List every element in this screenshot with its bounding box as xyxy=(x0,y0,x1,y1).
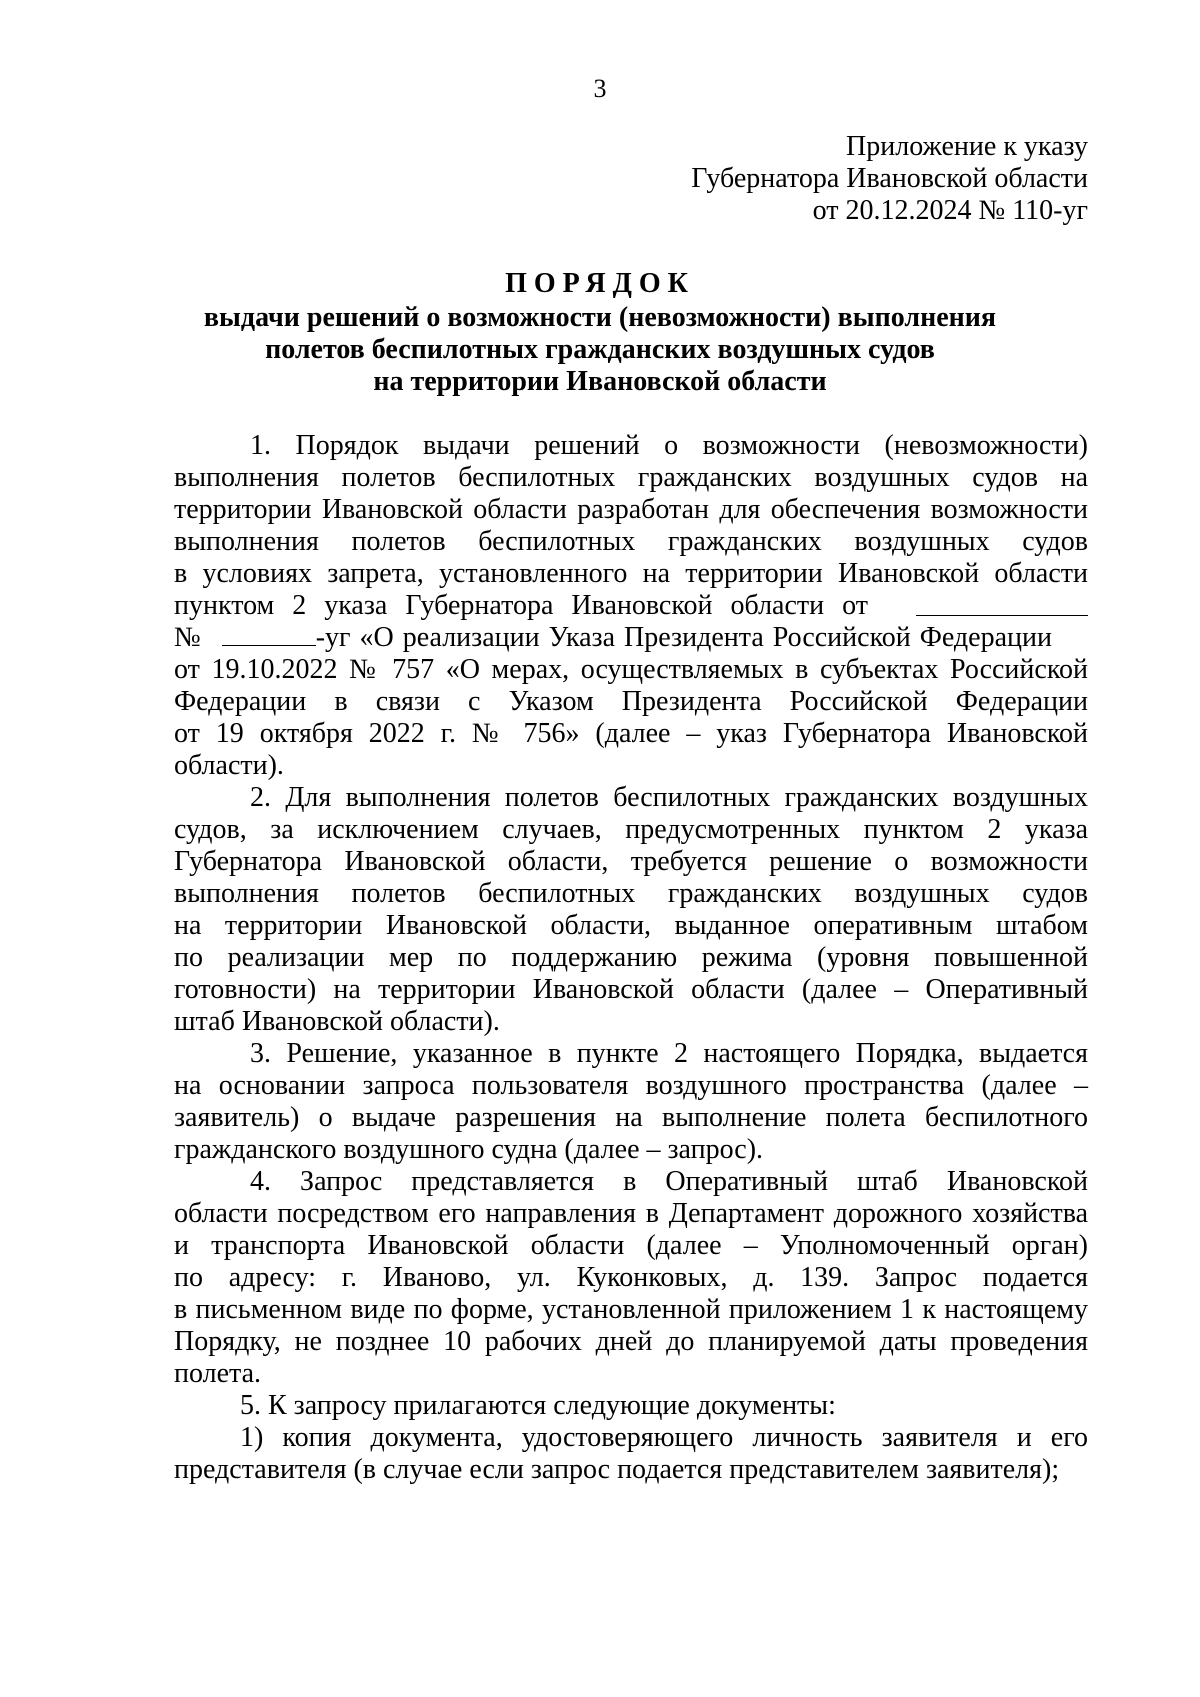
text-line: штаб Ивановской области). xyxy=(174,1006,500,1037)
text-line: и транспорта Ивановской области (далее – Уполномоченный орган) xyxy=(174,1230,1088,1261)
text-line: 5. К запросу прилагаются следующие документы: xyxy=(240,1390,836,1421)
text-line: от 19 октября 2022 г. № 756» (далее – указ Губернатора Ивановской xyxy=(174,718,1088,749)
appendix-line: Приложение к указу xyxy=(846,131,1088,162)
text-line: области посредством его направления в Департамент дорожного хозяйства xyxy=(174,1198,1088,1229)
text-line: выполнения полетов беспилотных гражданских воздушных судов на xyxy=(174,462,1088,493)
text-line: 2. Для выполнения полетов беспилотных гражданских воздушных xyxy=(250,782,1088,813)
title-subtitle: выдачи решений о возможности (невозможности) выполнения xyxy=(203,302,997,333)
text-line: на основании запроса пользователя воздушного пространства (далее – xyxy=(174,1070,1088,1101)
number-blank-field xyxy=(222,623,316,646)
paragraph-3 xyxy=(174,1038,1088,1166)
page-number: 3 xyxy=(593,74,607,103)
paragraph-5 xyxy=(174,1390,1088,1422)
text-line: 1. Порядок выдачи решений о возможности (невозможности) xyxy=(250,430,1088,461)
appendix-line: Губернатора Ивановской области xyxy=(691,163,1088,194)
text-line: по реализации мер по поддержанию режима (уровня повышенной xyxy=(174,942,1088,973)
text-line: представителя (в случае если запрос подается представителем заявителя); xyxy=(174,1454,1060,1485)
text-line: области). xyxy=(174,750,284,781)
text-line: в письменном виде по форме, установленной приложением 1 к настоящему xyxy=(174,1294,1088,1325)
text-line: по адресу: г. Иваново, ул. Куконковых, д. 139. Запрос подается xyxy=(174,1262,1088,1293)
text-line: 3. Решение, указанное в пункте 2 настоящего Порядка, выдается xyxy=(250,1038,1088,1069)
text-line-with-blank xyxy=(174,590,1088,622)
text-line: полета. xyxy=(174,1358,262,1389)
text-line: заявитель) о выдаче разрешения на выполнение полета беспилотного xyxy=(174,1102,1088,1133)
text-line: Губернатора Ивановской области, требуется решение о возможности xyxy=(174,846,1088,877)
document-body xyxy=(174,430,1088,1486)
text-line: 4. Запрос представляется в Оперативный штаб Ивановской xyxy=(250,1166,1088,1197)
text-fragment: -уг «О реализации Указа Президента Российской Федерации xyxy=(315,622,1052,653)
number-sign: № xyxy=(174,622,201,653)
text-line-with-blank xyxy=(174,622,1088,654)
title-subtitle: на территории Ивановской области xyxy=(373,366,827,397)
list-item xyxy=(174,1422,1088,1486)
appendix-header xyxy=(691,131,1088,227)
text-line: 1) копия документа, удостоверяющего личность заявителя и его xyxy=(240,1422,1088,1453)
text-line: гражданского воздушного судна (далее – запрос). xyxy=(174,1134,764,1165)
title-main: ПОРЯДОК xyxy=(505,268,695,299)
text-line: готовности) на территории Ивановской области (далее – Оперативный xyxy=(174,974,1088,1005)
text-line: территории Ивановской области разработан для обеспечения возможности xyxy=(174,494,1088,525)
text-line: судов, за исключением случаев, предусмотренных пунктом 2 указа xyxy=(174,814,1088,845)
text-line: на территории Ивановской области, выданное оперативным штабом xyxy=(174,910,1088,941)
date-blank-field xyxy=(916,593,1088,616)
appendix-line: от 20.12.2024 № 110-уг xyxy=(812,195,1088,226)
text-line: Порядку, не позднее 10 рабочих дней до планируемой даты проведения xyxy=(174,1326,1088,1357)
title-subtitle: полетов беспилотных гражданских воздушных судов xyxy=(265,334,935,365)
paragraph-2 xyxy=(174,782,1088,1038)
paragraph-1 xyxy=(174,430,1088,782)
document-title xyxy=(0,268,1200,398)
text-line: в условиях запрета, установленного на территории Ивановской области xyxy=(174,558,1088,589)
text-fragment: пунктом 2 указа Губернатора Ивановской области от xyxy=(174,590,868,621)
paragraph-4 xyxy=(174,1166,1088,1390)
text-line: выполнения полетов беспилотных гражданских воздушных судов xyxy=(174,526,1088,557)
text-line: от 19.10.2022 № 757 «О мерах, осуществляемых в субъектах Российской xyxy=(174,654,1088,685)
text-line: выполнения полетов беспилотных гражданских воздушных судов xyxy=(174,878,1088,909)
text-line: Федерации в связи с Указом Президента Российской Федерации xyxy=(174,686,1088,717)
